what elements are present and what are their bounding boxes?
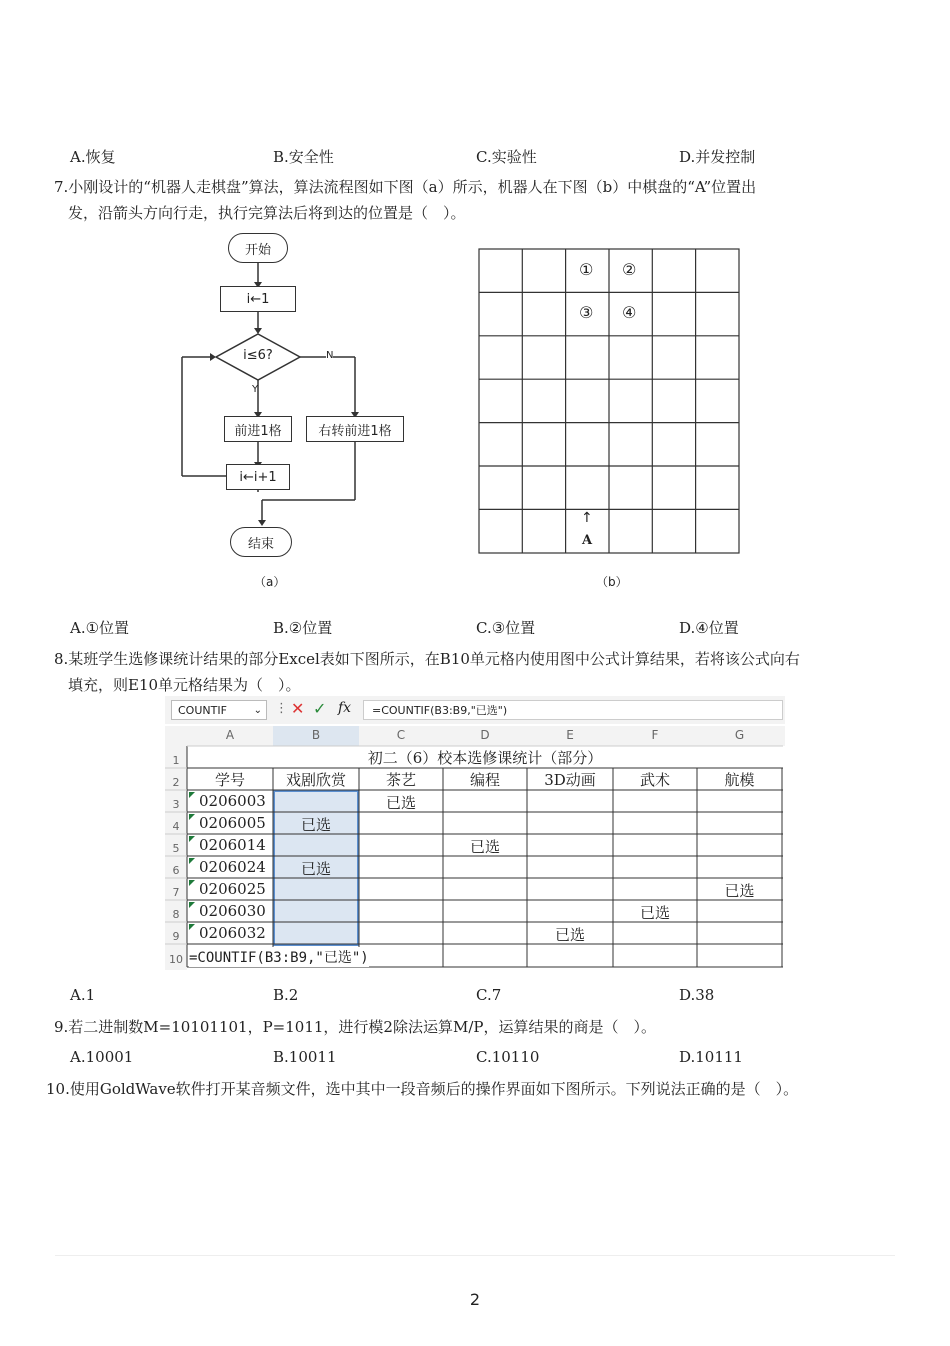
excel-title-cell[interactable]: 初二（6）校本选修课统计（部分） [367, 749, 603, 767]
q6-option-b[interactable]: B.安全性 [273, 148, 334, 166]
flowchart-init: i←1 [220, 286, 296, 312]
selected-cell-c3[interactable]: 已选 [385, 794, 416, 812]
board-mark-4: ④ [622, 303, 637, 322]
q7-line1: 7.小刚设计的“机器人走棋盘”算法，算法流程图如下图（a）所示，机器人在下图（b）中棋盘的“A”位置出 [54, 178, 757, 196]
q8-line1: 8.某班学生选修课统计结果的部分Excel表如下图所示，在B10单元格内使用图中公式计算结果，若将该公式向右 [54, 650, 800, 668]
col-a[interactable]: A [225, 728, 235, 742]
id-cell-a4[interactable]: 0206005 [199, 814, 266, 832]
header-cell-g2[interactable]: 航模 [724, 771, 755, 789]
fx-icon[interactable]: fx [338, 700, 352, 716]
selected-cell-g7[interactable]: 已选 [724, 882, 755, 900]
col-c[interactable]: C [396, 728, 406, 742]
row-3[interactable]: 3 [172, 798, 180, 811]
q8-option-c[interactable]: C.7 [476, 986, 502, 1004]
page-number: 2 [469, 1290, 481, 1309]
footer-divider [55, 1255, 895, 1256]
q6-option-d[interactable]: D.并发控制 [679, 148, 756, 166]
col-d[interactable]: D [480, 728, 490, 742]
board-arrow-icon: ↑ [581, 510, 593, 526]
q9-option-c[interactable]: C.10110 [476, 1048, 540, 1066]
q9-options [70, 1048, 890, 1070]
caption-a: （a） [254, 575, 286, 589]
q8-option-d[interactable]: D.38 [679, 986, 715, 1004]
q8-option-a[interactable]: A.1 [70, 986, 96, 1004]
board-start-label: A [582, 533, 593, 548]
id-cell-a8[interactable]: 0206030 [199, 902, 266, 920]
header-cell-c2[interactable]: 茶艺 [385, 771, 416, 789]
header-cell-b2[interactable]: 戏剧欣赏 [285, 771, 346, 789]
selected-cell-b6[interactable]: 已选 [300, 860, 331, 878]
header-cell-e2[interactable]: 3D动画 [544, 771, 596, 789]
caption-b: （b） [596, 575, 628, 589]
excel-name-box-value: COUNTIF [178, 704, 227, 717]
q9-option-d[interactable]: D.10111 [679, 1048, 743, 1066]
flowchart-start: 开始 [228, 233, 288, 263]
flowchart-yes-label: Y [252, 384, 259, 395]
id-cell-a7[interactable]: 0206025 [199, 880, 266, 898]
chevron-down-icon: ⌄ [253, 705, 262, 716]
cancel-icon[interactable]: ✕ [291, 699, 305, 718]
q8-options [70, 986, 890, 1008]
q8-stem [54, 646, 894, 698]
row-10[interactable]: 10 [169, 953, 183, 966]
id-cell-a5[interactable]: 0206014 [199, 836, 266, 854]
flowchart-increment: i←i+1 [226, 464, 290, 490]
board-grid [478, 248, 742, 556]
header-cell-a2[interactable]: 学号 [214, 771, 245, 789]
confirm-icon[interactable]: ✓ [313, 699, 327, 718]
selected-cell-d5[interactable]: 已选 [469, 838, 500, 856]
row-7[interactable]: 7 [172, 886, 180, 899]
q6-options [70, 146, 890, 168]
q8-option-b[interactable]: B.2 [273, 986, 299, 1004]
q7-option-b[interactable]: B.②位置 [273, 619, 333, 637]
q9-option-b[interactable]: B.10011 [273, 1048, 337, 1066]
col-b[interactable]: B [311, 728, 321, 742]
more-icon: ⋮ [275, 701, 288, 716]
selected-cell-f8[interactable]: 已选 [639, 904, 670, 922]
id-cell-a6[interactable]: 0206024 [199, 858, 266, 876]
q9-option-a[interactable]: A.10001 [70, 1048, 134, 1066]
row-6[interactable]: 6 [172, 864, 180, 877]
col-e[interactable]: E [566, 728, 574, 742]
q9-stem: 9.若二进制数M=10101101，P=1011，进行模2除法运算M/P，运算结果的商是（ ）。 [54, 1018, 656, 1036]
board-mark-2: ② [622, 260, 637, 279]
header-cell-d2[interactable]: 编程 [469, 771, 500, 789]
flowchart-end: 结束 [230, 527, 292, 557]
q6-option-a[interactable]: A.恢复 [70, 148, 116, 166]
formula-cell-b10[interactable]: =COUNTIF(B3:B9,"已选") [189, 947, 369, 967]
selected-cell-b4[interactable]: 已选 [300, 816, 331, 834]
flowchart-turn: 右转前进1格 [306, 416, 404, 442]
id-cell-a3[interactable]: 0206003 [199, 792, 266, 810]
q7-line2: 发，沿箭头方向行走，执行完算法后将到达的位置是（ ）。 [68, 204, 466, 222]
header-cell-f2[interactable]: 武术 [639, 771, 670, 789]
selected-cell-e9[interactable]: 已选 [554, 926, 585, 944]
row-1[interactable]: 1 [172, 754, 180, 767]
q8-line2: 填充，则E10单元格结果为（ ）。 [68, 676, 301, 694]
q10-stem: 10.使用GoldWave软件打开某音频文件，选中其中一段音频后的操作界面如下图所示。下列说法正确的是（ ）。 [46, 1080, 799, 1098]
q6-option-c[interactable]: C.实验性 [476, 148, 537, 166]
excel-formula-input[interactable]: =COUNTIF(B3:B9,"已选") [363, 700, 783, 720]
q7-option-a[interactable]: A.①位置 [70, 619, 130, 637]
row-5[interactable]: 5 [172, 842, 180, 855]
q7-option-d[interactable]: D.④位置 [679, 619, 739, 637]
excel-screenshot [165, 696, 785, 971]
q7-stem [54, 174, 894, 226]
flowchart-lines [170, 228, 420, 568]
row-9[interactable]: 9 [172, 930, 180, 943]
flowchart-condition: i≤6? [243, 348, 273, 363]
id-cell-a9[interactable]: 0206032 [199, 924, 266, 942]
row-2[interactable]: 2 [172, 776, 180, 789]
excel-name-box[interactable] [171, 700, 267, 720]
q7-option-c[interactable]: C.③位置 [476, 619, 536, 637]
row-4[interactable]: 4 [172, 820, 180, 833]
flowchart-no-label: N [326, 350, 334, 361]
flowchart-forward: 前进1格 [224, 416, 292, 442]
col-g[interactable]: G [734, 728, 745, 742]
col-f[interactable]: F [651, 728, 659, 742]
q7-options [70, 617, 890, 639]
excel-formula-bar [165, 696, 785, 724]
board-mark-1: ① [579, 260, 594, 279]
row-8[interactable]: 8 [172, 908, 180, 921]
board-mark-3: ③ [579, 303, 594, 322]
